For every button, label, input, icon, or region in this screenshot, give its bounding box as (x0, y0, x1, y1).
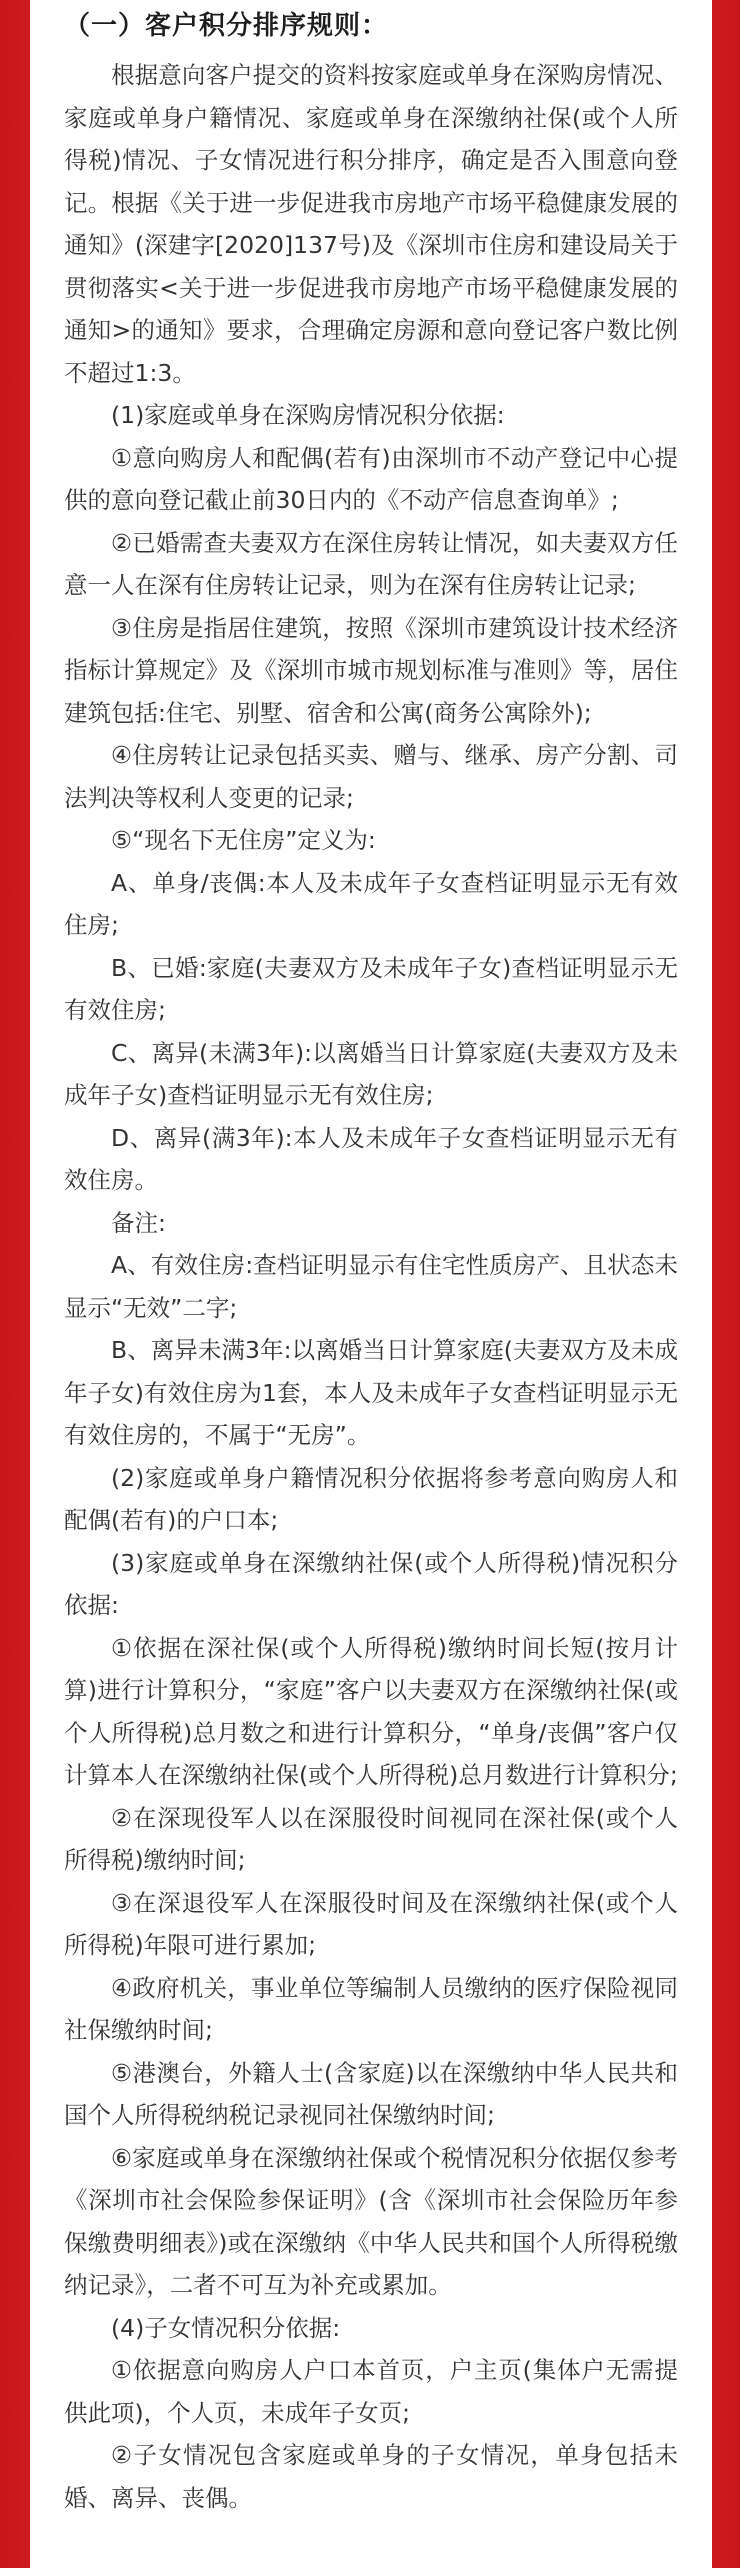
paragraph-item-2: (2)家庭或单身户籍情况积分依据将参考意向购房人和配偶(若有)的户口本; (64, 1463, 678, 1534)
paragraph-item-1-2: ②已婚需查夫妻双方在深住房转让情况，如夫妻双方任意一人在深有住房转让记录，则为在深有住房转让记录; (64, 528, 678, 599)
paragraph-note-label: 备注: (111, 1208, 166, 1237)
paragraph-item-1: (1)家庭或单身在深购房情况积分依据: (111, 401, 505, 429)
paragraph-item-3: (3)家庭或单身在深缴纳社保(或个人所得税)情况积分依据: (64, 1548, 678, 1619)
paragraph-item-1-1: ①意向购房人和配偶(若有)由深圳市不动产登记中心提供的意向登记截止前30日内的《不动产信息查询单》; (64, 443, 678, 514)
paragraph-item-3-2: ②在深现役军人以在深服役时间视同在深社保(或个人所得税)缴纳时间; (64, 1803, 678, 1874)
paragraph-item-3-4: ④政府机关，事业单位等编制人员缴纳的医疗保险视同社保缴纳时间; (64, 1973, 678, 2044)
rules-card (30, 0, 712, 2568)
paragraph-def-d: D、离异(满3年):本人及未成年子女查档证明显示无有效住房。 (64, 1123, 678, 1194)
paragraph-item-3-6: ⑥家庭或单身在深缴纳社保或个税情况积分依据仅参考《深圳市社会保险参保证明》(含《深圳市社会保险历年参保缴费明细表》)或在深缴纳《中华人民共和国个人所得税缴纳记录》，二者不可互为补充或累加。 (64, 2143, 678, 2299)
paragraph-note-a: A、有效住房:查档证明显示有住宅性质房产、且状态未显示“无效”二字; (64, 1251, 678, 1322)
paragraph-note-b: B、离异未满3年:以离婚当日计算家庭(夫妻双方及未成年子女)有效住房为1套，本人及未成年子女查档证明显示无有效住房的，不属于“无房”。 (64, 1336, 678, 1449)
rules-content (64, 54, 678, 2519)
paragraph-item-1-3: ③住房是指居住建筑，按照《深圳市建筑设计技术经济指标计算规定》及《深圳市城市规划标准与准则》等，居住建筑包括:住宅、别墅、宿舍和公寓(商务公寓除外); (64, 613, 678, 727)
paragraph-item-3-1: ①依据在深社保(或个人所得税)缴纳时间长短(按月计算)进行计算积分，“家庭”客户以夫妻双方在深缴纳社保(或个人所得税)总月数之和进行计算积分，“单身/丧偶”客户仅计算本人在深缴纳社保(或个人所得税)总月数进行计算积分; (64, 1633, 678, 1789)
paragraph-item-4-1: ①依据意向购房人户口本首页，户主页(集体户无需提供此项)，个人页，未成年子女页; (64, 2356, 678, 2427)
paragraph-item-3-5: ⑤港澳台，外籍人士(含家庭)以在深缴纳中华人民共和国个人所得税纳税记录视同社保缴纳时间; (64, 2058, 678, 2129)
paragraph-def-b: B、已婚:家庭(夫妻双方及未成年子女)查档证明显示无有效住房; (64, 953, 678, 1024)
paragraph-def-a: A、单身/丧偶:本人及未成年子女查档证明显示无有效住房; (64, 868, 678, 939)
spacer (64, 46, 678, 54)
section-heading: （一）客户积分排序规则： (64, 11, 389, 41)
paragraph-item-4: (4)子女情况积分依据: (111, 2313, 341, 2342)
paragraph-intro: 根据意向客户提交的资料按家庭或单身在深购房情况、家庭或单身户籍情况、家庭或单身在深缴纳社保(或个人所得税)情况、子女情况进行积分排序，确定是否入围意向登记。根据《关于进一步促进我市房地产市场平稳健康发展的通知》(深建字[2020]137号)及《深圳市住房和建设局关于贯彻落实<关于进一步促进我市房地产市场平稳健康发展的通知>的通知》要求，合理确定房源和意向登记客户数比例不超过1:3。 (64, 61, 678, 387)
paragraph-item-1-5: ⑤“现名下无住房”定义为: (111, 826, 376, 854)
paragraph-item-1-4: ④住房转让记录包括买卖、赠与、继承、房产分割、司法判决等权利人变更的记录; (64, 741, 678, 812)
paragraph-item-3-3: ③在深退役军人在深服役时间及在深缴纳社保(或个人所得税)年限可进行累加; (64, 1888, 678, 1959)
paragraph-item-4-2: ②子女情况包含家庭或单身的子女情况，单身包括未婚、离异、丧偶。 (64, 2441, 678, 2512)
paragraph-def-c: C、离异(未满3年):以离婚当日计算家庭(夫妻双方及未成年子女)查档证明显示无有效住房; (64, 1038, 678, 1109)
